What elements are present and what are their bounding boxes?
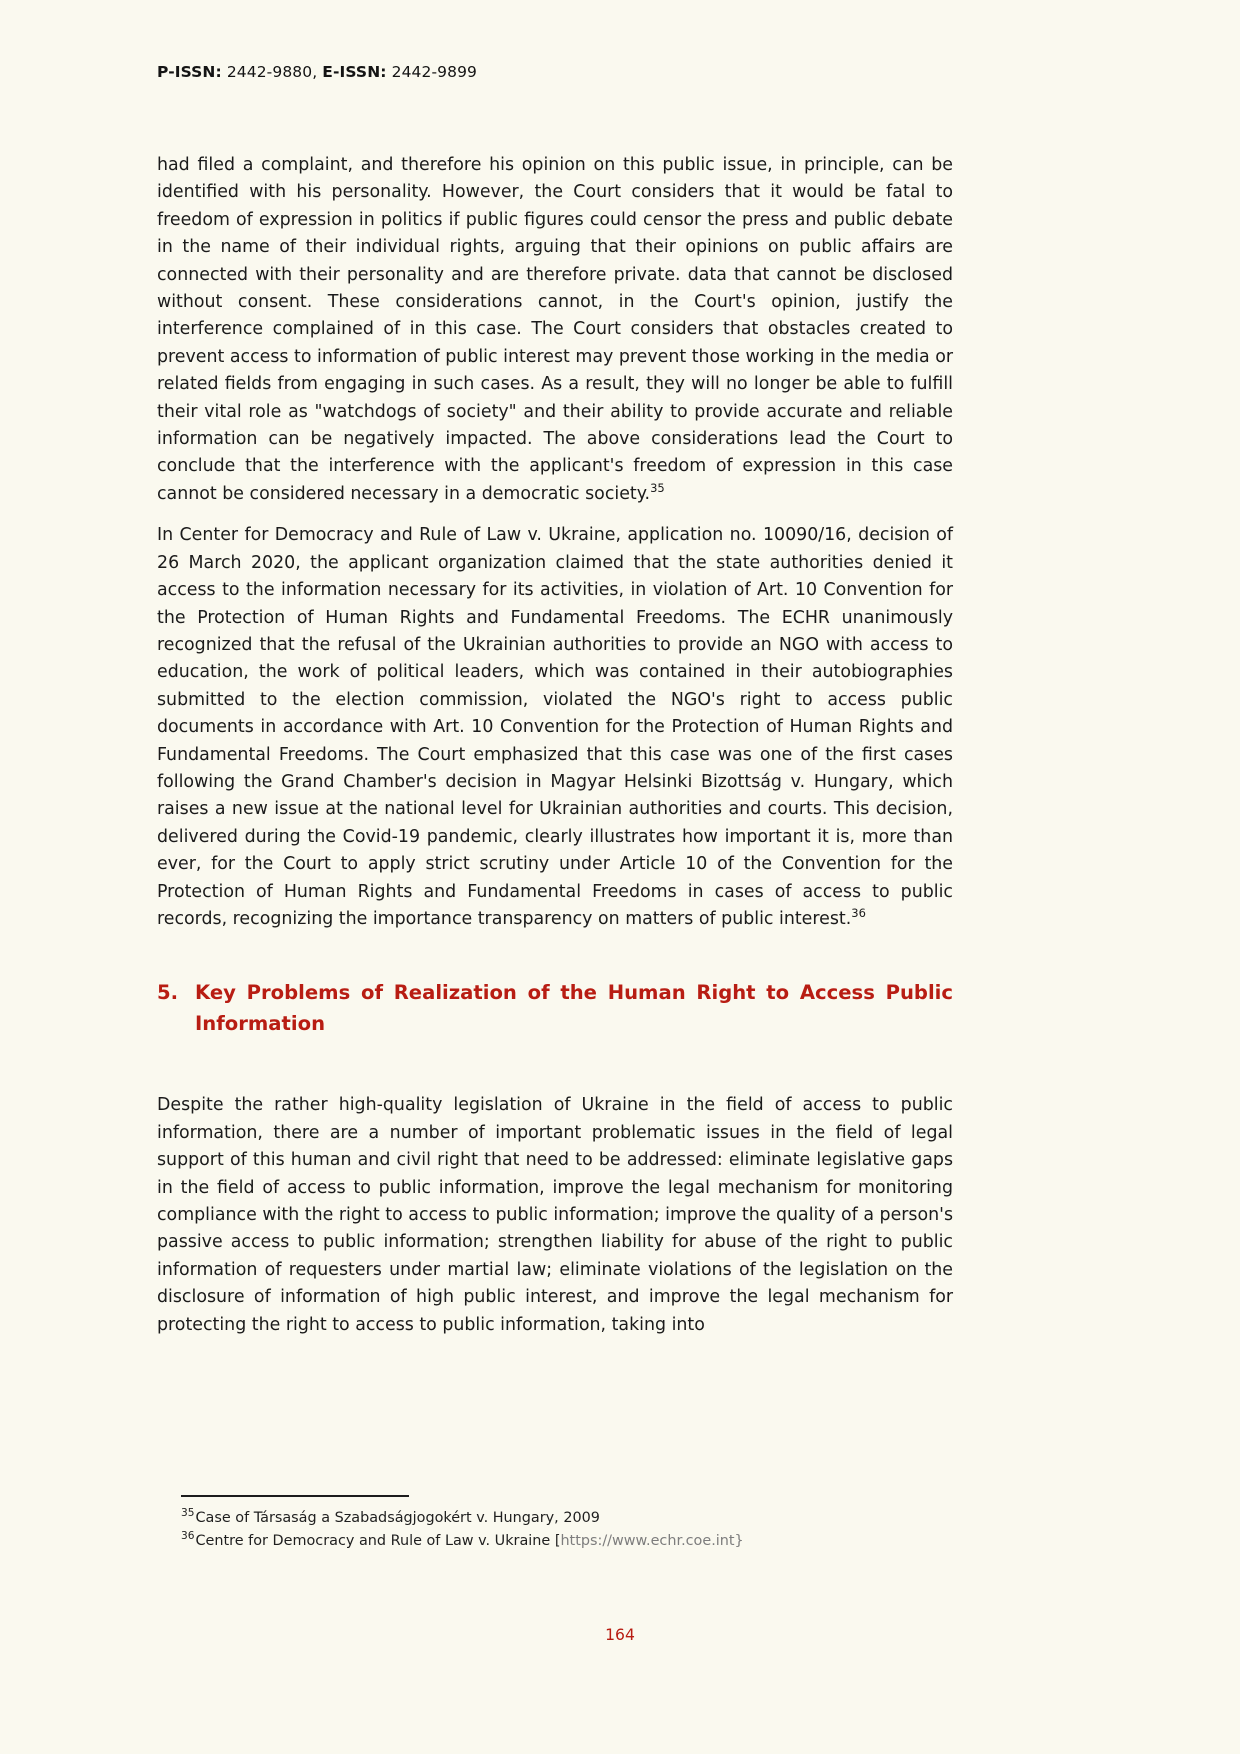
footnote-separator-rule [181, 1495, 409, 1497]
running-head [157, 63, 477, 81]
section-title [195, 977, 953, 1070]
text-column [157, 152, 953, 1339]
footnote-url[interactable]: https://www.echr.coe.int} [560, 1533, 744, 1549]
footnote-item [181, 1530, 953, 1553]
paragraph-3-text: Despite the rather high-quality legislation of Ukraine in the field of access to public information, there are a number of important problematic issues in the field of legal support of this human and civil right that need to be addressed: eliminate legislative gaps in the field of access to public information, improve the legal mechanism for monitoring compliance with the right to access to public information; improve the quality of a person's passive access to public information; strengthen liability for abuse of the right to public information of requesters under martial law; eliminate violations of the legislation on the disclosure of information of high public interest, and improve the legal mechanism for protecting the right to access to public information, taking into [157, 1095, 953, 1335]
e-issn-label: E-ISSN: [322, 63, 387, 81]
footnote-area [157, 1495, 953, 1553]
footnote-number: 35 [181, 1507, 195, 1520]
footnote-number: 36 [181, 1530, 195, 1543]
footnote-marker-36[interactable]: 36 [851, 906, 866, 921]
footnote-marker-35[interactable]: 35 [650, 481, 665, 496]
section-heading-5 [157, 977, 953, 1070]
p-issn-label: P-ISSN: [157, 63, 222, 81]
e-issn-value: 2442-9899 [391, 63, 477, 81]
section-title-line-2: Information [195, 1012, 326, 1036]
footnote-text: Case of Társaság a Szabadságjogokért v. Hungary, 2009 [195, 1510, 600, 1526]
section-number: 5. [157, 981, 179, 1005]
footnote-text: Centre for Democracy and Rule of Law v. Ukraine [ [195, 1533, 561, 1549]
page-number: 164 [605, 1626, 635, 1644]
paragraph-echr-expression [157, 152, 953, 508]
footnote-item [181, 1507, 953, 1530]
section-title-line-1: Key Problems of Realization of the Human Right to Access Public [195, 981, 953, 1005]
paragraph-key-problems-intro [157, 1092, 953, 1339]
p-issn-value: 2442-9880, [226, 63, 318, 81]
paragraph-center-democracy-case [157, 522, 953, 933]
paragraph-2-text: In Center for Democracy and Rule of Law v. Ukraine, application no. 10090/16, decision of 26 March 2020, the applicant organization claimed that the state authorities denied it access to the information necessary for its activities, in violation of Art. 10 Convention for the Protection of Human Rights and Fundamental Freedoms. The ECHR unanimously recognized that the refusal of the Ukrainian authorities to provide an NGO with access to education, the work of political leaders, which was contained in their autobiographies submitted to the election commission, violated the NGO's right to access public documents in accordance with Art. 10 Convention for the Protection of Human Rights and Fundamental Freedoms. The Court emphasized that this case was one of the first cases following the Grand Chamber's decision in Magyar Helsinki Bizottság v. Hungary, which raises a new issue at the national level for Ukrainian authorities and courts. This decision, delivered during the Covid-19 pandemic, clearly illustrates how important it is, more than ever, for the Court to apply strict scrutiny under Article 10 of the Convention for the Protection of Human Rights and Fundamental Freedoms in cases of access to public records, recognizing the importance transparency on matters of public interest. [157, 525, 953, 929]
paragraph-1-text: had filed a complaint, and therefore his opinion on this public issue, in principle, can be identified with his personality. However, the Court considers that it would be fatal to freedom of expression in politics if public figures could censor the press and public debate in the name of their individual rights, arguing that their opinions on public affairs are connected with their personality and are therefore private. data that cannot be disclosed without consent. These considerations cannot, in the Court's opinion, justify the interference complained of in this case. The Court considers that obstacles created to prevent access to information of public interest may prevent those working in the media or related fields from engaging in such cases. As a result, they will no longer be able to fulfill their vital role as "watchdogs of society" and their ability to provide accurate and reliable information can be negatively impacted. The above considerations lead the Court to conclude that the interference with the applicant's freedom of expression in this case cannot be considered necessary in a democratic society. [157, 155, 953, 504]
